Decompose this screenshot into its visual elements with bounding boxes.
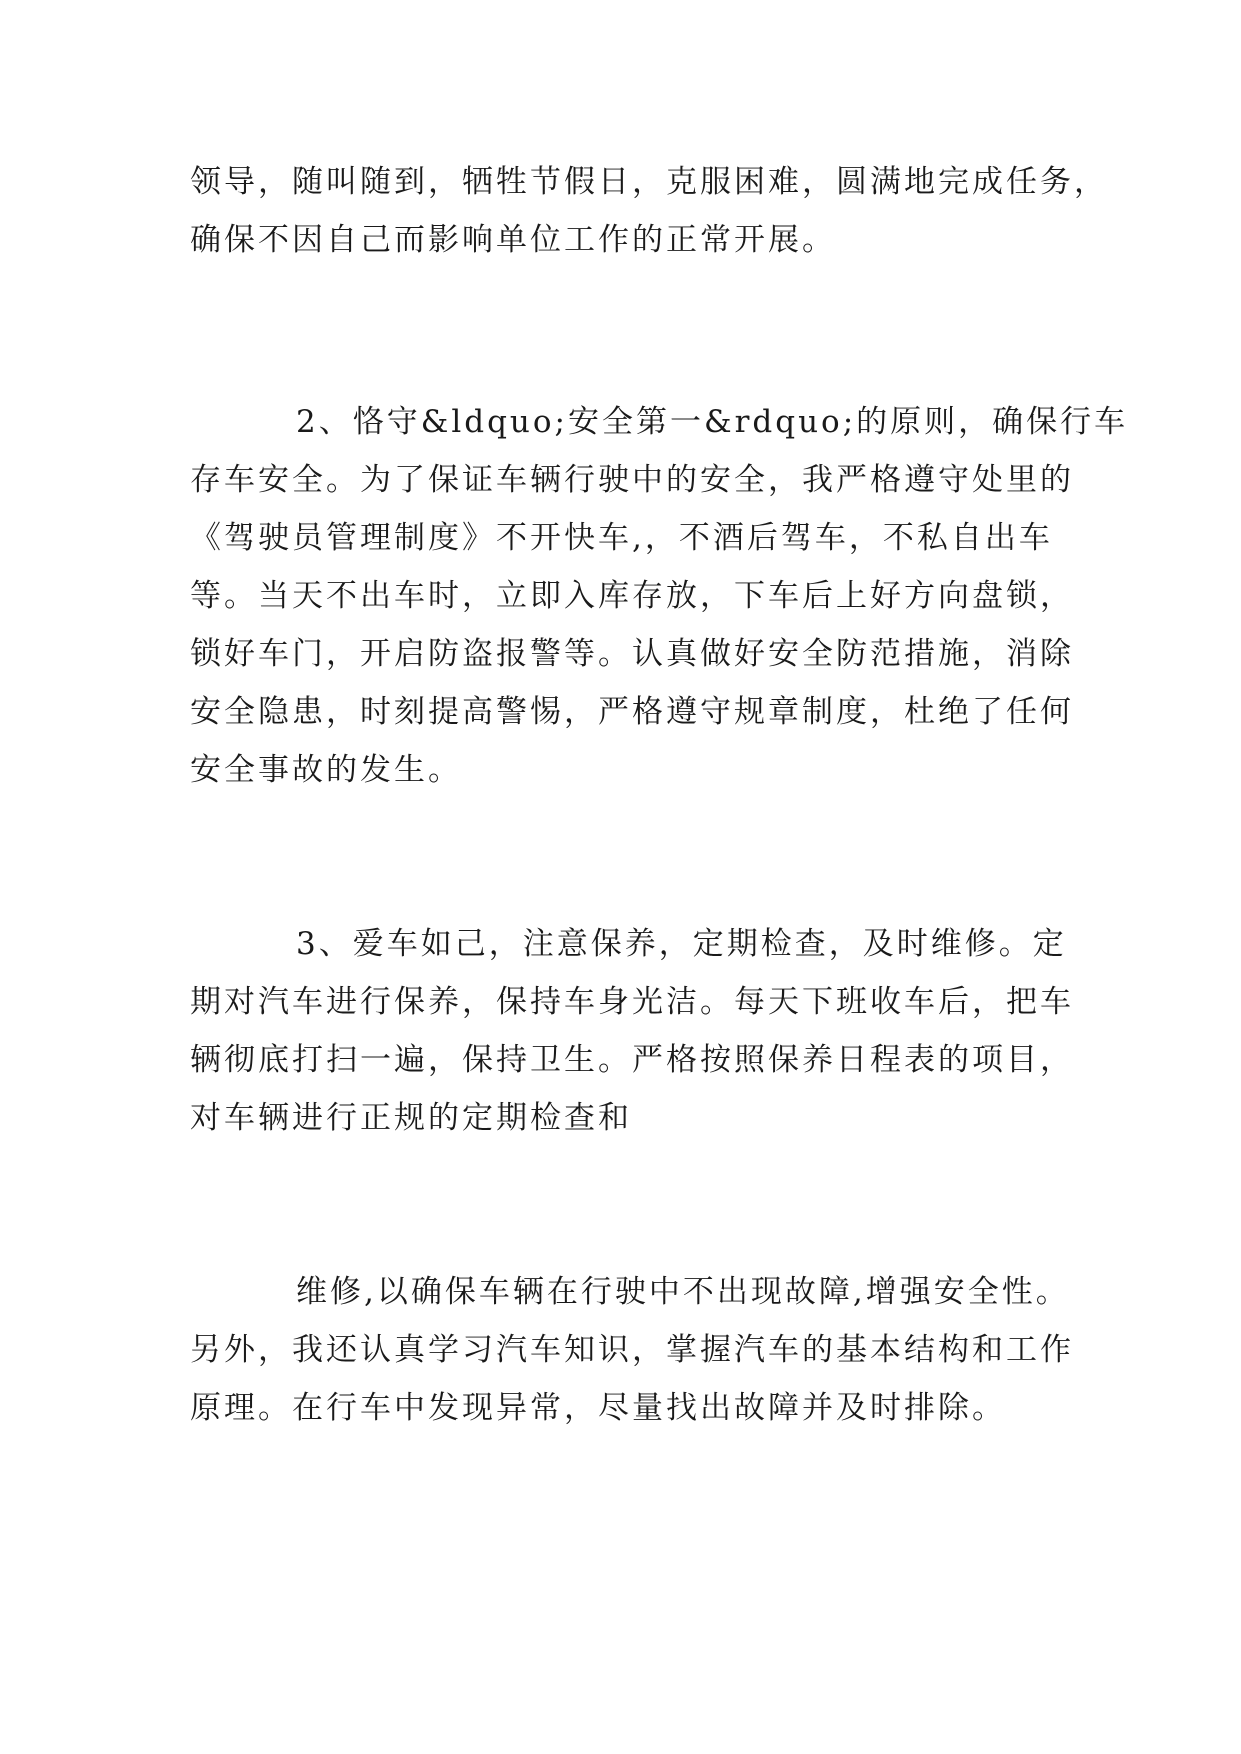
text-line: 确保不因自己而影响单位工作的正常开展。	[190, 222, 836, 258]
text-line: 存车安全。为了保证车辆行驶中的安全，我严格遵守处里的	[190, 462, 1074, 498]
text-line: 领导，随叫随到，牺牲节假日，克服困难，圆满地完成任务，	[190, 164, 1108, 200]
text-line: 2、恪守&ldquo;安全第一&rdquo;的原则，确保行车	[296, 404, 1129, 440]
text-line: 锁好车门，开启防盗报警等。认真做好安全防范措施，消除	[190, 636, 1074, 672]
text-line: 辆彻底打扫一遍，保持卫生。严格按照保养日程表的项目，	[190, 1042, 1074, 1078]
text-line: 对车辆进行正规的定期检查和	[190, 1100, 632, 1136]
text-line: 维修,以确保车辆在行驶中不出现故障,增强安全性。	[296, 1274, 1070, 1310]
paragraph-vehicle-maintenance	[190, 915, 1074, 1147]
text-line: 等。当天不出车时，立即入库存放，下车后上好方向盘锁，	[190, 578, 1074, 614]
text-line: 安全事故的发生。	[190, 752, 462, 788]
paragraph-safety-first	[190, 393, 1129, 799]
text-line: 另外，我还认真学习汽车知识，掌握汽车的基本结构和工作	[190, 1332, 1074, 1368]
text-line: 《驾驶员管理制度》不开快车,，不酒后驾车，不私自出车	[190, 520, 1053, 556]
text-line: 期对汽车进行保养，保持车身光洁。每天下班收车后，把车	[190, 984, 1074, 1020]
text-line: 3、爱车如己，注意保养，定期检查，及时维修。定	[296, 926, 1067, 962]
text-line: 原理。在行车中发现异常，尽量找出故障并及时排除。	[190, 1390, 1006, 1426]
paragraph-repair-knowledge	[190, 1263, 1074, 1437]
paragraph-leadership-duty	[190, 153, 1108, 269]
text-line: 安全隐患，时刻提高警惕，严格遵守规章制度，杜绝了任何	[190, 694, 1074, 730]
